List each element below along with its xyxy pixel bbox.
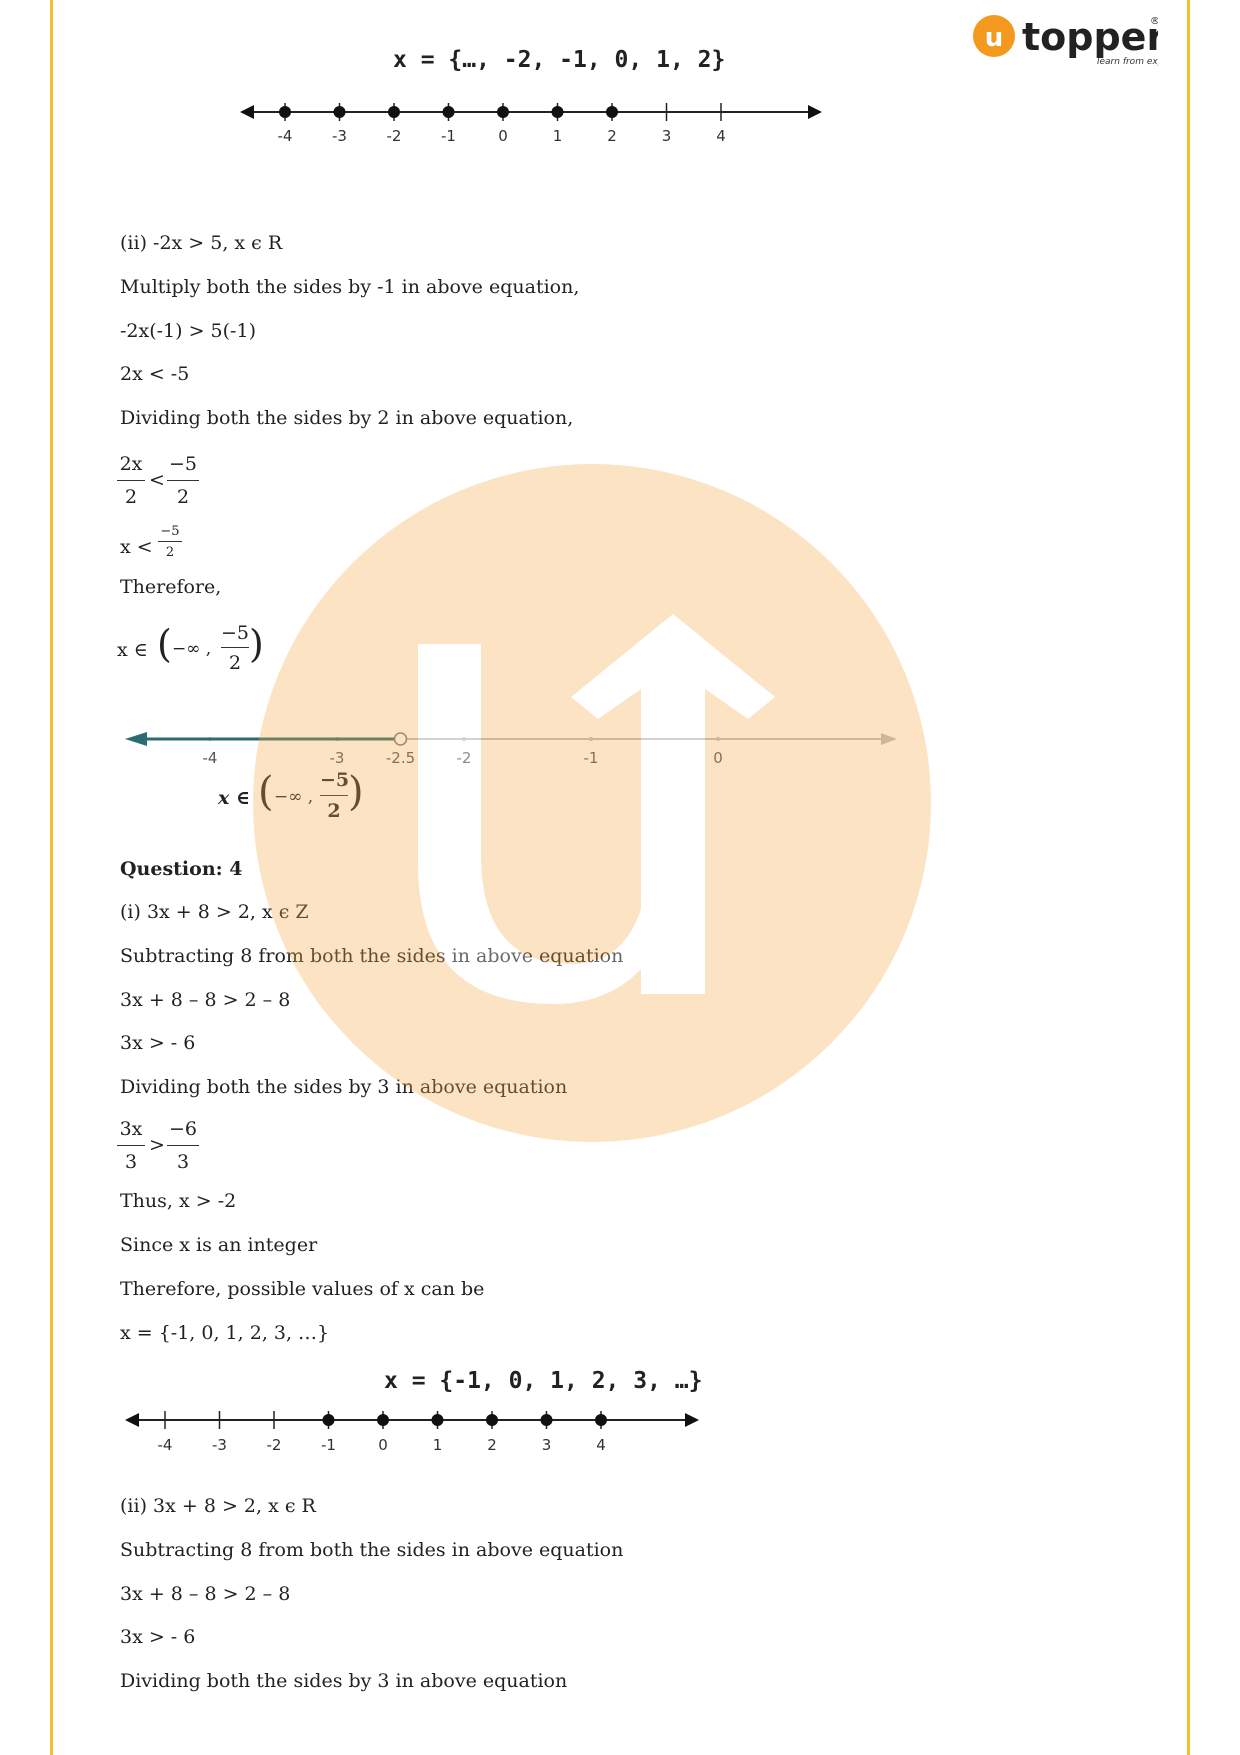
question4-step4: Dividing both the sides by 3 in above equation: [120, 1076, 568, 1098]
numline1-left-arrow: [240, 105, 254, 119]
question4-title: Question: 4: [120, 858, 243, 880]
part2-step1: Multiply both the sides by -1 in above equation,: [120, 276, 580, 298]
numline3-right-arrow: [685, 1413, 699, 1427]
numline2-left-arrow: [125, 732, 147, 746]
numline2: [125, 725, 905, 770]
part2b-step4: Dividing both the sides by 3 in above equation: [120, 1670, 568, 1692]
solution-point: [443, 106, 455, 118]
solution-point: [432, 1414, 444, 1426]
question4-heading: (i) 3x + 8 > 2, x ϵ Z: [120, 901, 309, 923]
solution-point: [595, 1414, 607, 1426]
page-border-right: [1187, 0, 1190, 1755]
part2-step4: Dividing both the sides by 2 in above equation,: [120, 407, 574, 429]
frac-op: <: [149, 469, 165, 491]
tick-label: 0: [378, 1436, 388, 1454]
numline2-right-arrow: [881, 733, 897, 745]
question4-step3: 3x > - 6: [120, 1032, 196, 1054]
tick-label: 2: [487, 1436, 497, 1454]
tick-label: -3: [212, 1436, 227, 1454]
tick-label: 1: [432, 1436, 443, 1454]
part2b-step3: 3x > - 6: [120, 1626, 196, 1648]
tick-label: 3: [541, 1436, 552, 1454]
question4-step6: Since x is an integer: [120, 1234, 318, 1256]
solution-point: [323, 1414, 335, 1426]
part2-therefore: Therefore,: [120, 576, 222, 598]
tick-label: -2: [386, 127, 402, 145]
part2-heading: (ii) -2x > 5, x ϵ R: [120, 232, 283, 254]
topper-logo: [972, 12, 1158, 72]
frac-lhs-den: 2: [124, 486, 138, 508]
part2-x-less-than: x < −5 2: [120, 524, 200, 564]
part2-fraction-inequality: [117, 453, 207, 513]
numline1-right-arrow: [808, 105, 822, 119]
question4-step7: Therefore, possible values of x can be: [120, 1278, 485, 1300]
frac-rhs-den: 2: [176, 486, 190, 508]
tick-label: -3: [332, 127, 347, 145]
numline3-title: x = {-1, 0, 1, 2, 3, …}: [384, 1368, 703, 1394]
tick-label: -1: [321, 1436, 336, 1454]
tick-label: 4: [596, 1436, 606, 1454]
logo-text: topper: [1022, 15, 1158, 59]
open-point: [395, 733, 407, 745]
tick-label: -4: [202, 749, 218, 767]
tick-label: 0: [498, 127, 508, 145]
question4-step1: Subtracting 8 from both the sides in above equation: [120, 945, 624, 967]
numline3-left-arrow: [125, 1413, 139, 1427]
tick-label: -4: [277, 127, 293, 145]
tick-label: -2: [266, 1436, 282, 1454]
tick-label: 3: [661, 127, 672, 145]
solution-point: [486, 1414, 498, 1426]
page-border-left: [50, 0, 53, 1755]
solution-point: [497, 106, 509, 118]
part2-step3: 2x < -5: [120, 363, 190, 385]
question4-step8: x = {-1, 0, 1, 2, 3, …}: [120, 1322, 330, 1344]
part2-interval: x ∈ ( −∞ , −5 2 ): [117, 622, 264, 674]
solution-point: [334, 106, 346, 118]
tick-label: -2.5: [385, 749, 416, 767]
solution-point: [606, 106, 618, 118]
tick-label: -2: [456, 749, 472, 767]
part2b-step1: Subtracting 8 from both the sides in above equation: [120, 1539, 624, 1561]
solution-point: [388, 106, 400, 118]
frac-rhs-num: −5: [168, 453, 197, 475]
logo-registered: ®: [1150, 16, 1158, 27]
question4-step5: Thus, x > -2: [120, 1190, 237, 1212]
logo-u: u: [984, 23, 1004, 53]
numline2-caption: x ∈ ( −∞ , −5 2 ): [218, 769, 364, 822]
frac-lhs-num: 2x: [119, 453, 143, 475]
part2b-heading: (ii) 3x + 8 > 2, x ϵ R: [120, 1495, 316, 1517]
solution-point: [552, 106, 564, 118]
solution-point: [279, 106, 291, 118]
tick-label: 1: [552, 127, 563, 145]
numline1-title: x = {…, -2, -1, 0, 1, 2}: [393, 47, 726, 73]
numline1: [240, 90, 840, 155]
tick-label: -1: [583, 749, 599, 767]
part2-step2: -2x(-1) > 5(-1): [120, 320, 256, 342]
tick-label: 0: [713, 749, 723, 767]
tick-mark: [716, 737, 720, 741]
logo-tagline: learn from ex: [1097, 57, 1158, 67]
solution-point: [541, 1414, 553, 1426]
tick-mark: [462, 737, 466, 741]
question4-fraction-inequality: 3x 3 > −6 3: [117, 1118, 207, 1178]
tick-label: -4: [157, 1436, 173, 1454]
tick-label: 4: [716, 127, 726, 145]
tick-label: -3: [329, 749, 345, 767]
tick-mark: [589, 737, 593, 741]
tick-label: 2: [607, 127, 617, 145]
numline3: [125, 1406, 715, 1466]
part2b-step2: 3x + 8 – 8 > 2 – 8: [120, 1583, 291, 1605]
solution-point: [377, 1414, 389, 1426]
tick-label: -1: [441, 127, 456, 145]
question4-step2: 3x + 8 – 8 > 2 – 8: [120, 989, 291, 1011]
